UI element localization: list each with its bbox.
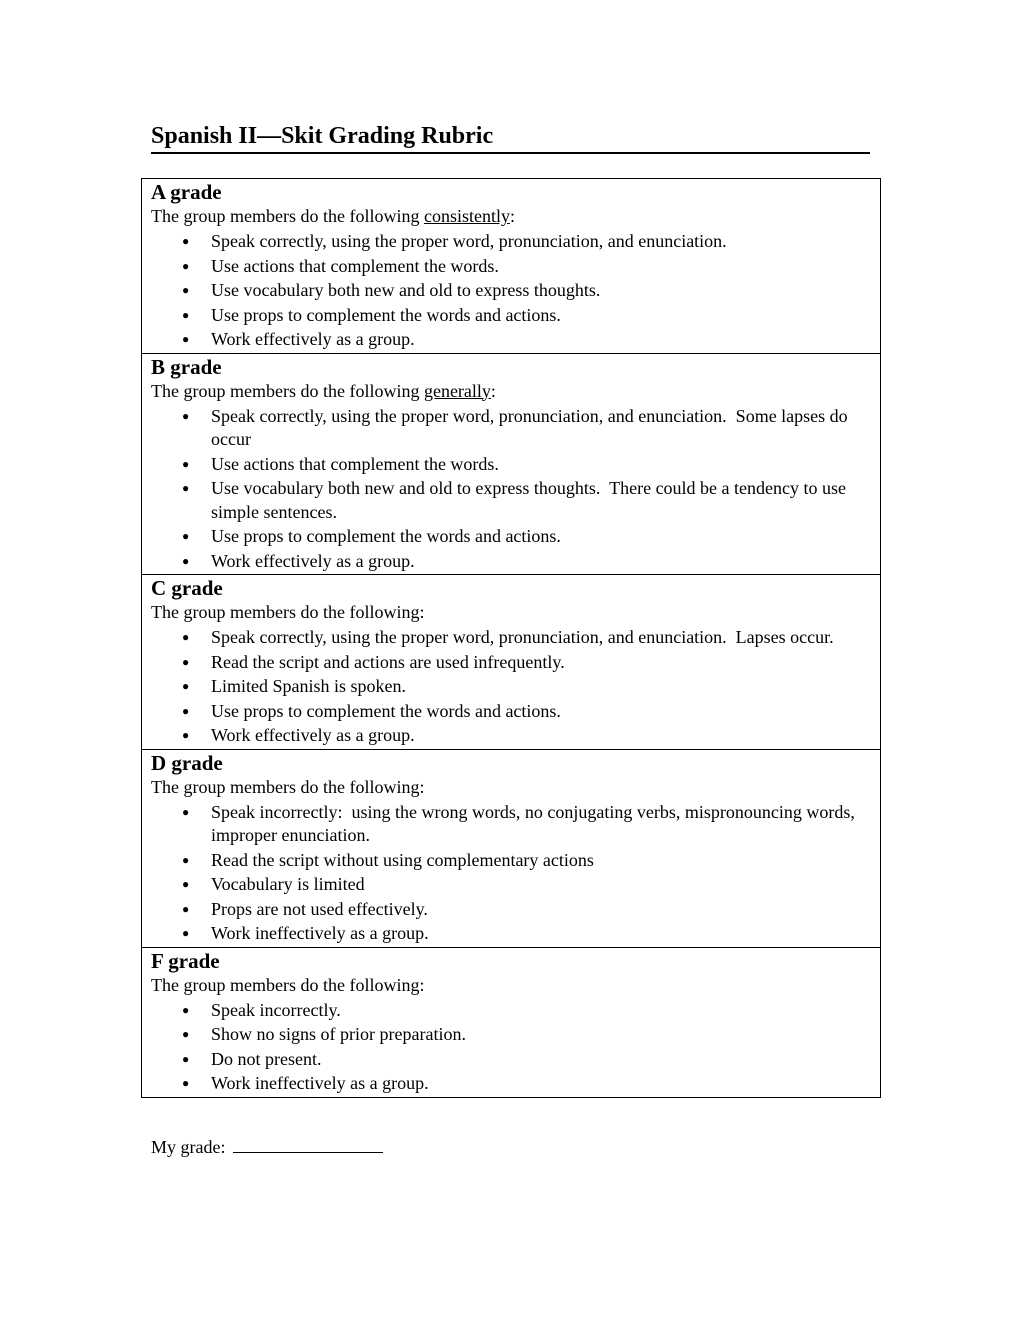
criteria-item	[151, 1023, 870, 1047]
criteria-item	[151, 477, 870, 524]
criteria-list	[151, 999, 870, 1096]
criteria-item	[151, 999, 870, 1023]
bullet-icon: ●	[182, 728, 190, 742]
bullet-icon: ●	[182, 258, 190, 273]
criteria-item	[151, 873, 870, 897]
bullet-icon: ●	[182, 283, 190, 297]
criteria-text: Limited Spanish is spoken.	[211, 676, 406, 696]
grade-intro	[151, 206, 870, 227]
rubric-row-c-grade	[142, 575, 881, 750]
criteria-text: Show no signs of prior preparation.	[211, 1024, 466, 1044]
criteria-text: Vocabulary is limited	[211, 874, 365, 894]
rubric-row-b-grade	[142, 353, 881, 575]
grade-intro	[151, 777, 870, 798]
grading-rubric-table	[141, 178, 881, 1098]
criteria-item	[151, 922, 870, 946]
criteria-text: Work effectively as a group.	[211, 550, 415, 571]
grade-heading: F grade	[151, 948, 220, 973]
criteria-text: Speak correctly, using the proper word, pronunciation, and enunciation.	[211, 231, 727, 251]
bullet-icon: ●	[182, 679, 190, 693]
rubric-row-f-grade	[142, 947, 881, 1097]
criteria-list	[151, 801, 870, 946]
rubric-cell	[142, 947, 881, 1097]
rubric-row-d-grade	[142, 749, 881, 947]
criteria-item	[151, 405, 870, 452]
criteria-text: Read the script and actions are used infrequently.	[211, 651, 565, 672]
criteria-item	[151, 255, 870, 279]
grade-heading: A grade	[151, 180, 222, 204]
grade-heading: B grade	[151, 354, 222, 379]
bullet-icon: ●	[182, 529, 190, 543]
bullet-icon: ●	[182, 630, 190, 644]
bullet-icon: ●	[182, 332, 190, 346]
bullet-icon: ●	[182, 481, 190, 495]
criteria-item	[151, 1072, 870, 1096]
bullet-icon: ●	[182, 901, 190, 916]
bullet-icon: ●	[182, 1027, 190, 1041]
rubric-cell	[142, 179, 881, 354]
grade-intro-text: The group members do the following:	[151, 602, 425, 622]
rubric-cell	[142, 575, 881, 750]
grade-intro-text: The group members do the following:	[151, 974, 425, 995]
grade-intro	[151, 975, 870, 996]
criteria-list	[151, 230, 870, 352]
my-grade-line	[151, 1136, 383, 1158]
criteria-item	[151, 525, 870, 549]
criteria-item	[151, 304, 870, 328]
bullet-icon: ●	[182, 1076, 190, 1090]
criteria-item	[151, 279, 870, 303]
criteria-item	[151, 328, 870, 352]
criteria-text: Use props to complement the words and actions.	[211, 700, 561, 721]
criteria-text: Use vocabulary both new and old to express thoughts. There could be a tendency to use simple sentences.	[211, 478, 851, 522]
criteria-text: Work effectively as a group.	[211, 725, 415, 745]
criteria-text: Speak correctly, using the proper word, pronunciation, and enunciation. Some lapses do occur	[211, 405, 853, 449]
rubric-row-a-grade	[142, 179, 881, 354]
grade-intro	[151, 381, 870, 402]
criteria-text: Speak incorrectly.	[211, 999, 341, 1020]
criteria-list	[151, 405, 870, 574]
grade-heading: C grade	[151, 576, 223, 600]
criteria-text: Do not present.	[211, 1048, 322, 1069]
my-grade-label: My grade:	[151, 1137, 226, 1157]
grade-intro-text: The group members do the following:	[151, 776, 425, 797]
criteria-item	[151, 230, 870, 254]
criteria-item	[151, 675, 870, 699]
criteria-text: Work ineffectively as a group.	[211, 923, 429, 943]
bullet-icon: ●	[182, 654, 190, 669]
criteria-item	[151, 550, 870, 574]
grade-intro-emphasis: consistently	[423, 206, 510, 226]
criteria-text: Use vocabulary both new and old to express thoughts.	[211, 280, 601, 300]
bullet-icon: ●	[182, 234, 190, 248]
bullet-icon: ●	[182, 1002, 190, 1017]
rubric-cell	[142, 749, 881, 947]
criteria-text: Props are not used effectively.	[211, 898, 428, 919]
rubric-body	[142, 179, 881, 1098]
criteria-list	[151, 626, 870, 748]
criteria-item	[151, 849, 870, 873]
criteria-text: Work effectively as a group.	[211, 329, 415, 349]
bullet-icon: ●	[182, 926, 190, 940]
criteria-item	[151, 724, 870, 748]
criteria-item	[151, 898, 870, 922]
bullet-icon: ●	[182, 553, 190, 568]
grade-intro-suffix: :	[490, 380, 496, 401]
criteria-text: Use actions that complement the words.	[211, 453, 499, 474]
criteria-item	[151, 626, 870, 650]
criteria-text: Read the script without using complementary actions	[211, 849, 594, 870]
criteria-item	[151, 453, 870, 477]
criteria-text: Speak incorrectly: using the wrong words, no conjugating verbs, mispronouncing words, improper enunciation.	[211, 801, 860, 845]
rubric-cell	[142, 353, 881, 575]
criteria-item	[151, 651, 870, 675]
criteria-text: Use props to complement the words and actions.	[211, 304, 561, 325]
criteria-item	[151, 700, 870, 724]
bullet-icon: ●	[182, 456, 190, 471]
grade-intro	[151, 602, 870, 623]
criteria-text: Speak correctly, using the proper word, pronunciation, and enunciation. Lapses occur.	[211, 627, 834, 647]
bullet-icon: ●	[182, 1051, 190, 1066]
grade-intro-text: The group members do the following	[151, 206, 424, 226]
bullet-icon: ●	[182, 408, 190, 423]
grade-heading: D grade	[151, 750, 223, 775]
criteria-text: Work ineffectively as a group.	[211, 1073, 429, 1093]
my-grade-blank	[233, 1136, 383, 1153]
page-title: Spanish II—Skit Grading Rubric	[151, 120, 870, 154]
bullet-icon: ●	[182, 804, 190, 819]
grade-intro-text: The group members do the following	[151, 380, 424, 401]
criteria-item	[151, 1048, 870, 1072]
criteria-text: Use actions that complement the words.	[211, 255, 499, 276]
grade-intro-emphasis: generally	[423, 380, 491, 401]
bullet-icon: ●	[182, 877, 190, 891]
bullet-icon: ●	[182, 703, 190, 718]
criteria-item	[151, 801, 870, 848]
bullet-icon: ●	[182, 307, 190, 322]
grade-intro-suffix: :	[509, 206, 515, 226]
criteria-text: Use props to complement the words and actions.	[211, 526, 561, 546]
bullet-icon: ●	[182, 852, 190, 867]
